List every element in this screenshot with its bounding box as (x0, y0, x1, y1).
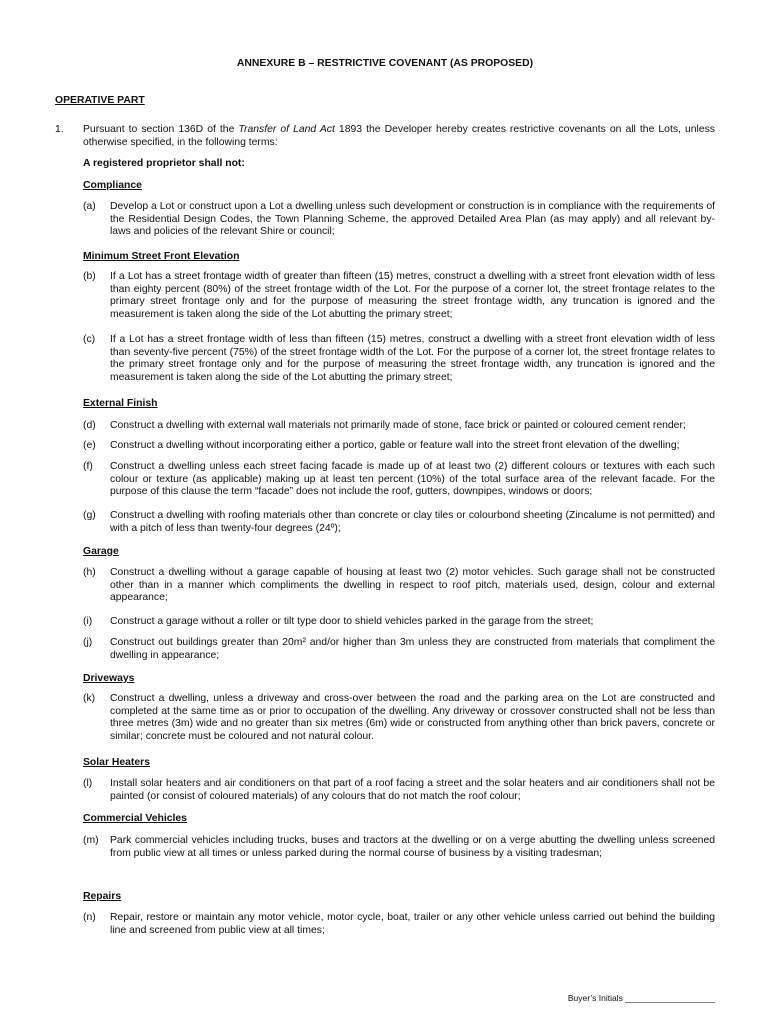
clause-label: (k) (83, 693, 96, 704)
lead-sentence: A registered proprietor shall not: (83, 158, 245, 169)
clause-label: (n) (83, 912, 96, 923)
clause-text: Construct a dwelling without incorporating either a portico, gable or feature wall into the street front elevation of the dwelling; (110, 440, 680, 451)
clause-label: (c) (83, 334, 96, 345)
buyers-initials-line: Buyer’s Initials ___________________ (567, 993, 715, 1003)
clause-text: Install solar heaters and air conditioners on that part of a roof facing a street and the solar heaters and air conditioners shall not be painted (or consist of coloured materials) of any colours that do not match the roof colour; (110, 778, 715, 802)
section-heading-commercial-vehicles: Commercial Vehicles (83, 813, 187, 824)
section-heading-compliance: Compliance (83, 180, 142, 191)
section-heading-solar-heaters: Solar Heaters (83, 757, 150, 768)
paragraph-1-text (83, 124, 715, 149)
clause-text: Construct a dwelling with external wall materials not primarily made of stone, face brick or painted or coloured cement render; (110, 420, 686, 431)
clause-label: (j) (83, 637, 93, 648)
clause-label: (h) (83, 567, 96, 578)
page-title: ANNEXURE B – RESTRICTIVE COVENANT (AS PROPOSED) (236, 58, 534, 69)
section-heading-min-front-elevation: Minimum Street Front Elevation (83, 251, 240, 262)
clause-a (83, 201, 715, 239)
clause-text: Repair, restore or maintain any motor vehicle, motor cycle, boat, trailer or any other vehicle unless carried out behind the building line and screened from public view at all times; (110, 912, 715, 936)
clause-l (83, 778, 715, 803)
clause-text: Construct a garage without a roller or tilt type door to shield vehicles parked in the garage from the street; (110, 616, 594, 627)
clause-text: Develop a Lot or construct upon a Lot a dwelling unless such development or construction is in compliance with the requirements of the Residential Design Codes, the Town Planning Scheme, the approved Detailed Area Plan (as may apply) and all relevant by-laws and policies of the relevant Shire or council; (110, 201, 715, 238)
clause-e (83, 440, 715, 453)
operative-part-heading: OPERATIVE PART (55, 95, 145, 106)
section-heading-repairs: Repairs (83, 891, 122, 902)
clause-text: If a Lot has a street frontage width of less than fifteen (15) metres, construct a dwelling with a street front elevation width of less than seventy-five percent (75%) of the street frontage width of the Lot. For the purpose of a corner lot, the street frontage relates to the primary street frontage only and for the purpose of measuring the street frontage width, any truncation is ignored and the measurement is taken along the side of the Lot abutting the primary street; (110, 334, 715, 383)
clause-b (83, 271, 715, 321)
paragraph-number: 1. (55, 124, 64, 135)
clause-c (83, 334, 715, 384)
paragraph-1 (55, 124, 715, 149)
section-heading-driveways: Driveways (83, 673, 135, 684)
clause-k (83, 693, 715, 743)
clause-n (83, 912, 715, 937)
clause-label: (l) (83, 778, 93, 789)
clause-text: Construct a dwelling, unless a driveway and cross-over between the road and the parking area on the Lot are constructed and completed at the same time as or prior to occupation of the dwelling. Any driveway or crossover constructed shall not be less than three metres (3m) wide and no greater than six metres (6m) wide or constructed from anything other than brick pavers, concrete or similar; concrete must be coloured and not natural colour. (110, 693, 715, 742)
clause-label: (b) (83, 271, 96, 282)
clause-m (83, 835, 715, 860)
clause-i (83, 616, 715, 629)
clause-label: (m) (83, 835, 99, 846)
clause-text: Park commercial vehicles including trucks, buses and tractors at the dwelling or on a verge abutting the dwelling unless screened from public view at all times or unless parked during the normal course of business by a visiting tradesman; (110, 835, 715, 859)
clause-text: Construct out buildings greater than 20m² and/or higher than 3m unless they are constructed from materials that compliment the dwelling in appearance; (110, 637, 715, 661)
clause-j (83, 637, 715, 662)
clause-text: If a Lot has a street frontage width of greater than fifteen (15) metres, construct a dwelling with a street front elevation width of less than eighty percent (80%) of the street frontage width of the Lot. For the purpose of a corner lot, the street frontage relates to the primary street frontage only and for the purpose of measuring the street frontage width, any truncation is ignored and the measurement is taken along the side of the Lot abutting the primary street; (110, 271, 715, 320)
clause-label: (e) (83, 440, 96, 451)
paragraph-1-text-before: Pursuant to section 136D of the (83, 124, 239, 135)
clause-text: Construct a dwelling with roofing materials other than concrete or clay tiles or colourbond sheeting (Zincalume is not permitted) and with a pitch of less than twenty-four degrees (24º); (110, 510, 715, 534)
clause-text: Construct a dwelling unless each street facing facade is made up of at least two (2) different colours or textures with each such colour or texture (as applicable) making up at least ten percent (10%) of the total surface area of the relevant facade. For the purpose of this clause the term “facade” does not include the roof, gutters, downpipes, windows or doors; (110, 461, 715, 498)
act-name: Transfer of Land Act (238, 124, 335, 135)
clause-label: (d) (83, 420, 96, 431)
clause-label: (f) (83, 461, 93, 472)
clause-g (83, 510, 715, 535)
clause-f (83, 461, 715, 499)
section-heading-external-finish: External Finish (83, 398, 158, 409)
paragraph-1-text-after: 1893 the Developer hereby creates restrictive covenants on all the Lots, unless otherwise specified, in the following terms: (83, 124, 715, 148)
clause-label: (a) (83, 201, 96, 212)
clause-h (83, 567, 715, 605)
section-heading-garage: Garage (83, 546, 119, 557)
clause-text: Construct a dwelling without a garage capable of housing at least two (2) motor vehicles. Such garage shall not be constructed other than in a manner which compliments the dwelling in respect to roof pitch, materials used, design, colour and external appearance; (110, 567, 715, 604)
clause-d (83, 420, 715, 433)
clause-label: (g) (83, 510, 96, 521)
clause-label: (i) (83, 616, 93, 627)
